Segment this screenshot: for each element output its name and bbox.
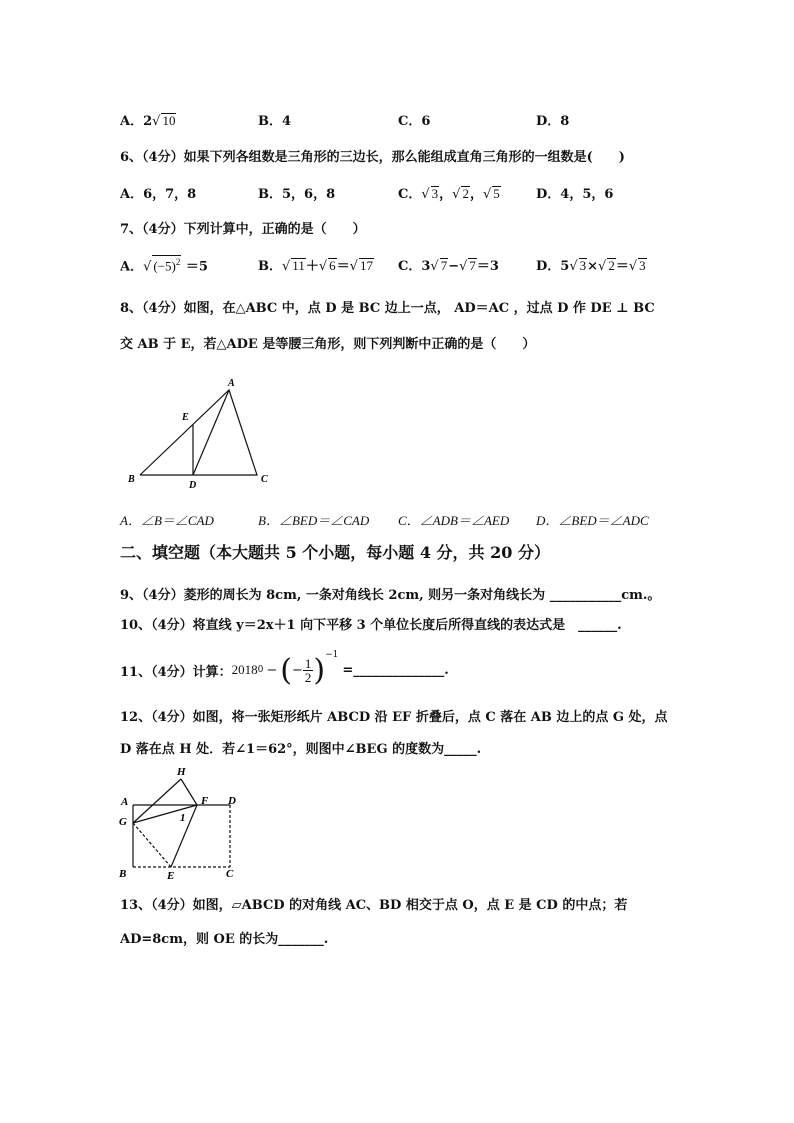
q6-option-c: C．√ 3，√ 2，√ 5 [398, 186, 500, 202]
q12-label-h: H [177, 766, 186, 778]
q6-option-a: A．6，7，8 [120, 187, 197, 202]
q8-label-a: A [228, 378, 235, 389]
q8-option-a: A．∠B＝∠CAD [120, 513, 214, 528]
q12-line1: 12、（4分）如图，将一张矩形纸片 ABCD 沿 EF 折叠后，点 C 落在 AB 边上的点 G 处，点 [120, 710, 668, 725]
q12-label-g: G [119, 816, 127, 828]
q8-stem-line2: 交 AB 于 E，若△ADE 是等腰三角形，则下列判断中正确的是（ ） [120, 337, 536, 352]
section-2-title: 二、填空题（本大题共 5 个小题，每小题 4 分，共 20 分） [120, 543, 550, 562]
q5-option-c: C．6 [398, 114, 431, 129]
q9-text: 9、（4分）菱形的周长为 8cm, 一条对角线长 2cm, 则另一条对角线长为 ___________cm.。 [120, 588, 661, 603]
q8-triangle-figure [120, 372, 280, 492]
q10-text: 10、（4分）将直线 y＝2x＋1 向下平移 3 个单位长度后所得直线的表达式是 ______. [120, 618, 622, 633]
q12-rectangle-figure [115, 763, 250, 881]
q8-stem-line1: 8、（4分）如图，在△ABC 中，点 D 是 BC 边上一点， AD＝AC ，过点 D 作 DE ⊥ BC [120, 301, 655, 316]
q11-text: 11、（4分）计算： 2018 0 − ( − $\frac{1}{2}$ ) $^{-1}$ =______________. [120, 650, 449, 688]
q12-label-f: F [201, 795, 209, 807]
q8-label-c: C [261, 474, 268, 485]
q12-label-1: 1 [180, 812, 186, 824]
q8-option-c: C．∠ADB＝∠AED [398, 513, 510, 528]
q5-option-a: A．2√ 10 [120, 113, 176, 129]
q6-option-d: D．4，5，6 [536, 187, 614, 202]
q12-line2: D 落在点 H 处．若∠1＝62°，则图中∠BEG 的度数为_____. [120, 742, 482, 757]
q8-option-d: D．∠BED＝∠ADC [536, 513, 649, 528]
q12-label-e: E [167, 870, 175, 881]
q12-label-d: D [228, 795, 236, 807]
q12-label-c: C [226, 868, 234, 880]
q7-option-d: D．5√ 3×√ 2＝√ 3 [536, 258, 646, 274]
q8-label-e: E [182, 412, 189, 423]
q13-line1: 13、（4分）如图，▱ABCD 的对角线 AC、BD 相交于点 O，点 E 是 CD 的中点；若 [120, 898, 628, 913]
q8-option-b: B．∠BED＝∠CAD [258, 513, 370, 528]
q5-option-b: B．4 [258, 114, 292, 129]
q12-label-a: A [121, 796, 129, 808]
q12-label-b: B [119, 868, 127, 880]
q6-option-b: B．5，6，8 [258, 187, 336, 202]
q7-option-a: A．√ $(-5)^2 =5$ [120, 257, 208, 275]
q13-line2: AD=8cm，则 OE 的长为_______. [120, 932, 329, 947]
q7-option-b: B．√ 11＋√ 6＝√ 17 [258, 258, 373, 274]
q5-option-d: D．8 [536, 114, 570, 129]
q8-label-d: D [189, 480, 197, 491]
q7-option-c: C．3√ 7−√ 7＝3 [398, 258, 499, 274]
q6-stem: 6、（4分）如果下列各组数是三角形的三边长，那么能组成直角三角形的一组数是( ) [120, 150, 625, 165]
q8-label-b: B [128, 474, 135, 485]
q7-stem: 7、（4分）下列计算中，正确的是（ ） [120, 222, 366, 237]
